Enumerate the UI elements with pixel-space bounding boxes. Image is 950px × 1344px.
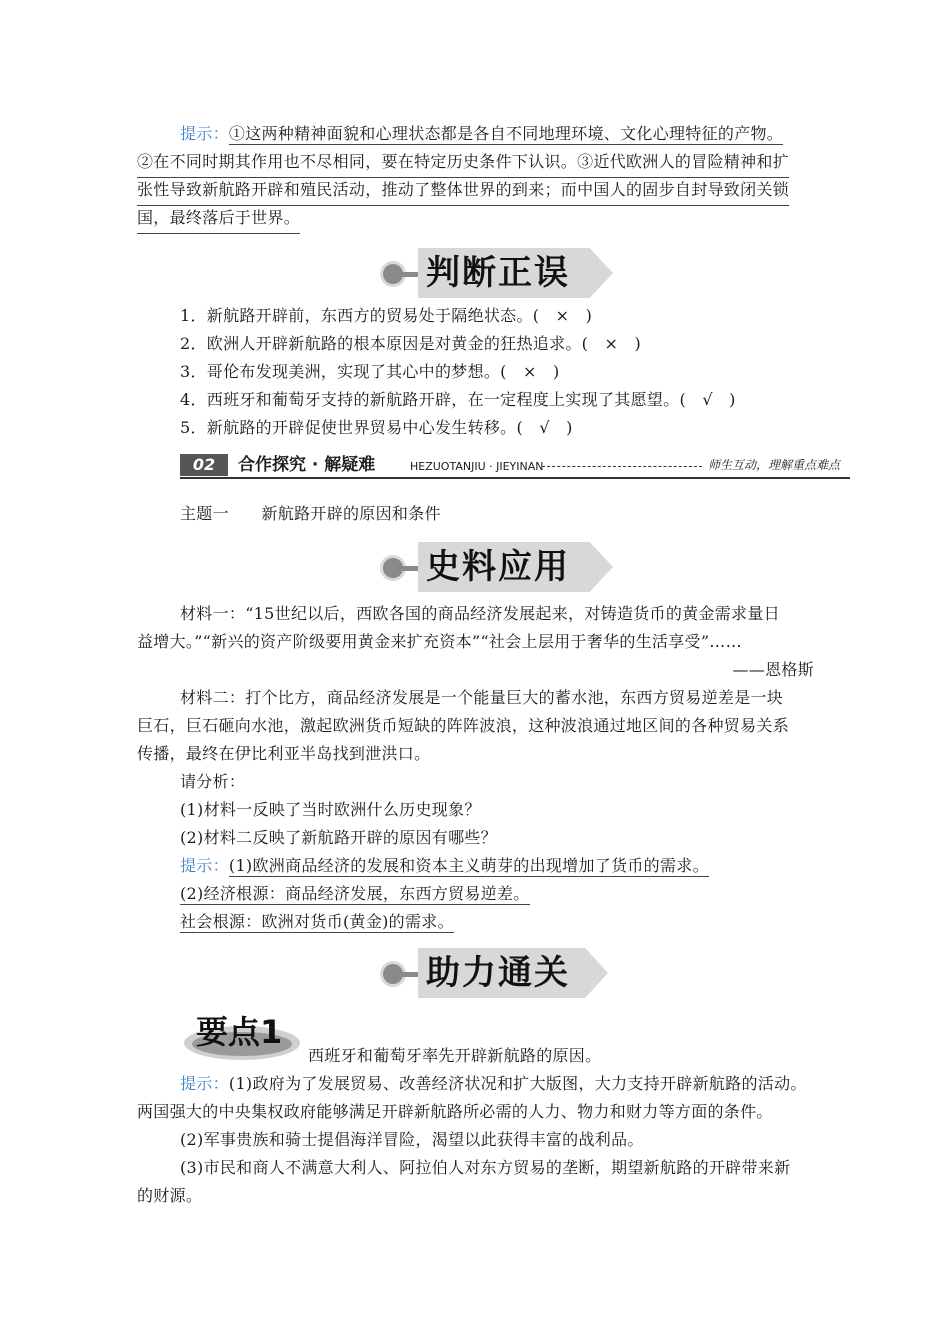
- section-pinyin: HEZUOTANJIU · JIEYINAN: [410, 460, 544, 473]
- banner-judge: 判断正误: [380, 248, 620, 298]
- keypoint-line-1: 提示：(1)政府为了发展贸易、改善经济状况和扩大版图，大力支持开辟新航路的活动。: [180, 1074, 807, 1093]
- answer-line-1: 提示：(1)欧洲商品经济的发展和资本主义萌芽的出现增加了货币的需求。: [180, 856, 709, 875]
- material1-line-2: 益增大。”“新兴的资产阶级要用黄金来扩充资本”“社会上层用于奢华的生活享受”……: [137, 632, 742, 651]
- banner-material: 史料应用: [380, 542, 620, 592]
- question-1: (1)材料一反映了当时欧洲什么历史现象？: [180, 800, 481, 819]
- keypoint-line-3: (2)军事贵族和骑士提倡海洋冒险，渴望以此获得丰富的战利品。: [180, 1130, 644, 1149]
- answer-line-2: (2)经济根源：商品经济发展，东西方贸易逆差。: [180, 884, 530, 903]
- judge-item-4: 4．西班牙和葡萄牙支持的新航路开辟，在一定程度上实现了其愿望。( √ ): [180, 390, 736, 409]
- judge-item-3: 3．哥伦布发现美洲，实现了其心中的梦想。( × ): [180, 362, 560, 381]
- keypoint-label: 提示：: [180, 1074, 229, 1093]
- answer-label: 提示：: [180, 856, 229, 875]
- material2-line-2: 巨石，巨石砸向水池，激起欧洲货币短缺的阵阵波浪，这种波浪通过地区间的各种贸易关系: [137, 716, 790, 735]
- answer-line-3: 社会根源：欧洲对货币(黄金)的需求。: [180, 912, 454, 931]
- material1-line-1: 材料一：“15世纪以后，西欧各国的商品经济发展起来，对铸造货币的黄金需求量日: [180, 604, 780, 623]
- judge-item-2: 2．欧洲人开辟新航路的根本原因是对黄金的狂热追求。( × ): [180, 334, 642, 353]
- material2-line-1: 材料二：打个比方，商品经济发展是一个能量巨大的蓄水池，东西方贸易逆差是一块: [180, 688, 784, 707]
- banner-help: 助力通关: [380, 948, 620, 998]
- topic-heading: 主题一 新航路开辟的原因和条件: [180, 504, 441, 523]
- judge-item-5: 5．新航路的开辟促使世界贸易中心发生转移。( √ ): [180, 418, 573, 437]
- keypoint-line-4: (3)市民和商人不满意大利人、阿拉伯人对东方贸易的垄断，期望新航路的开辟带来新: [180, 1158, 791, 1177]
- tip-label: 提示：: [180, 124, 229, 143]
- tip-line-2: ②在不同时期其作用也不尽相同，要在特定历史条件下认识。③近代欧洲人的冒险精神和扩: [137, 148, 789, 178]
- tip-line-3: 张性导致新航路开辟和殖民活动，推动了整体世界的到来；而中国人的固步自封导致闭关锁: [137, 176, 789, 206]
- question-2: (2)材料二反映了新航路开辟的原因有哪些？: [180, 828, 497, 847]
- section-number: 02: [180, 454, 228, 476]
- tip-line-1: 提示：①这两种精神面貌和心理状态都是各自不同地理环境、文化心理特征的产物。: [180, 124, 784, 143]
- section-header-02: [180, 452, 850, 478]
- material2-line-3: 传播，最终在伊比利亚半岛找到泄洪口。: [137, 744, 431, 763]
- section-tagline: 师生互动，理解重点难点: [708, 458, 841, 472]
- keypoint-line-5: 的财源。: [137, 1186, 203, 1205]
- keypoint-title: 西班牙和葡萄牙率先开辟新航路的原因。: [308, 1046, 602, 1065]
- keypoint-badge: 要点1: [184, 1012, 304, 1060]
- judge-item-1: 1．新航路开辟前，东西方的贸易处于隔绝状态。( × ): [180, 306, 593, 325]
- keypoint-line-2: 两国强大的中央集权政府能够满足开辟新航路所必需的人力、物力和财力等方面的条件。: [137, 1102, 773, 1121]
- section-title: 合作探究 · 解疑难: [238, 455, 376, 475]
- material1-source: ——恩格斯: [732, 660, 814, 679]
- questions-intro: 请分析：: [180, 772, 246, 791]
- tip-line-4: 国，最终落后于世界。: [137, 204, 300, 234]
